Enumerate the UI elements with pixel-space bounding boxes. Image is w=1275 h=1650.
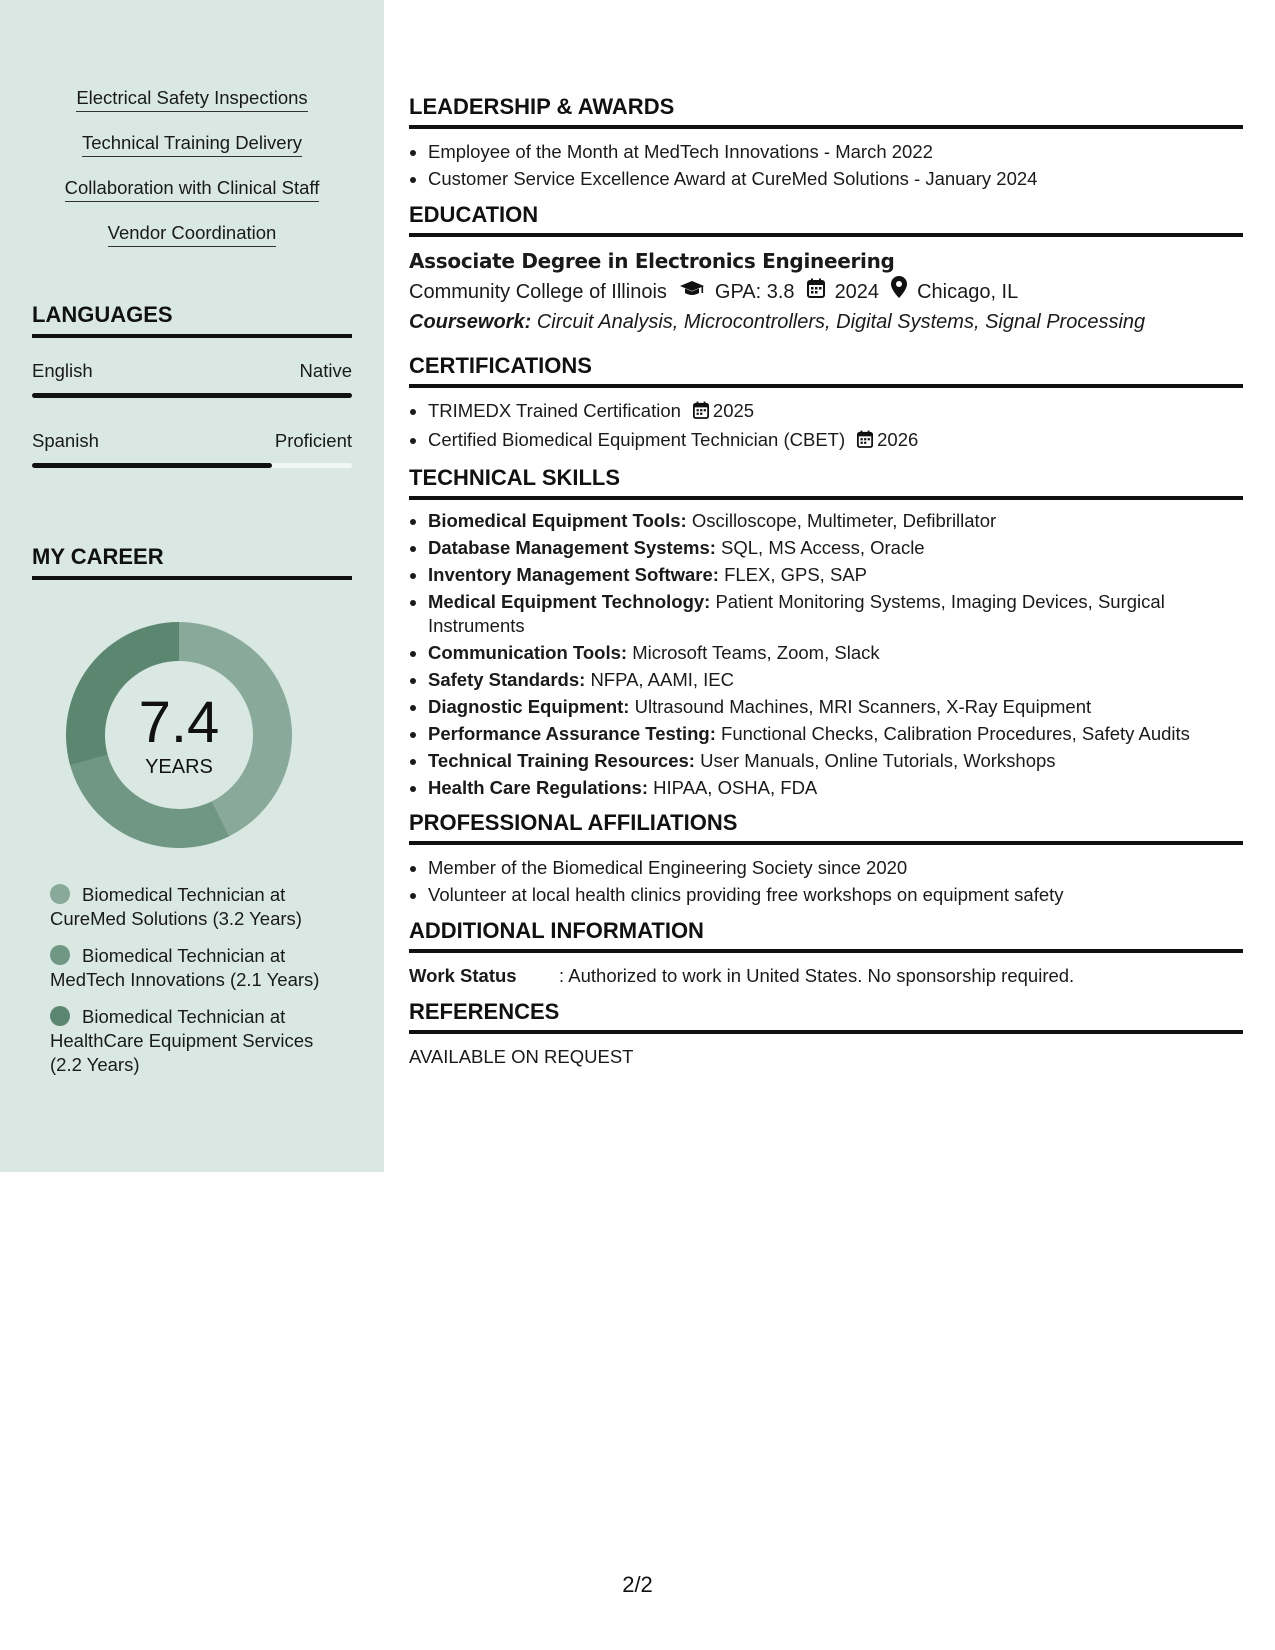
additional-info-section xyxy=(409,918,1243,989)
language-name: Spanish xyxy=(32,430,99,451)
career-item-text: Biomedical Technician at CureMed Solutions (3.2 Years) xyxy=(50,884,302,929)
section-heading: CERTIFICATIONS xyxy=(409,353,1243,388)
languages-heading: LANGUAGES xyxy=(32,302,352,338)
main-content xyxy=(409,94,1243,1080)
career-item-text: Biomedical Technician at HealthCare Equipment Services (2.2 Years) xyxy=(50,1006,314,1075)
skill-value: Functional Checks, Calibration Procedures, Safety Audits xyxy=(721,723,1190,744)
career-item xyxy=(50,883,350,931)
school-location: Chicago, IL xyxy=(917,280,1019,303)
skill-label: Communication Tools: xyxy=(428,642,628,663)
skill-tag: Electrical Safety Inspections xyxy=(76,86,307,112)
school-name: Community College of Illinois xyxy=(409,280,667,303)
language-name: English xyxy=(32,360,93,381)
language-spanish xyxy=(32,430,352,468)
graduation-year: 2024 xyxy=(834,280,880,303)
career-heading: MY CAREER xyxy=(32,544,352,580)
coursework-label: Coursework: xyxy=(409,311,532,333)
skill-item xyxy=(428,722,1243,746)
skill-label: Inventory Management Software: xyxy=(428,564,719,585)
skill-value: Ultrasound Machines, MRI Scanners, X-Ray Equipment xyxy=(634,696,1092,717)
section-heading: ADDITIONAL INFORMATION xyxy=(409,918,1243,953)
certification-name: Certified Biomedical Equipment Technician (CBET) xyxy=(428,429,846,450)
language-bar-fill xyxy=(32,463,272,468)
skill-label: Health Care Regulations: xyxy=(428,777,648,798)
coursework xyxy=(409,307,1243,337)
map-marker-icon xyxy=(891,276,907,307)
section-heading: PROFESSIONAL AFFILIATIONS xyxy=(409,810,1243,845)
certification-year: 2025 xyxy=(712,400,755,421)
career-total-unit: YEARS xyxy=(145,756,213,778)
skill-label: Technical Training Resources: xyxy=(428,750,695,771)
list-item xyxy=(428,397,1243,426)
references-section xyxy=(409,999,1243,1070)
skill-value: SQL, MS Access, Oracle xyxy=(721,537,925,558)
affiliations-section xyxy=(409,810,1243,908)
list-item xyxy=(428,426,1243,455)
language-level: Native xyxy=(299,360,352,381)
skill-tag: Vendor Coordination xyxy=(108,221,277,247)
list-item: • Member of the Biomedical Engineering Society since 2020 xyxy=(428,854,1243,881)
skill-tag: Collaboration with Clinical Staff xyxy=(65,176,320,202)
education-section xyxy=(409,202,1243,337)
skill-item xyxy=(428,590,1243,638)
skill-item xyxy=(428,668,1243,692)
list-item: • Volunteer at local health clinics providing free workshops on equipment safety xyxy=(428,881,1243,908)
calendar-icon xyxy=(807,277,825,307)
skill-value: HIPAA, OSHA, FDA xyxy=(653,777,818,798)
career-legend-dot xyxy=(50,945,70,965)
career-legend-dot xyxy=(50,1006,70,1026)
language-english xyxy=(32,360,352,398)
skill-tag: Technical Training Delivery xyxy=(82,131,302,157)
skill-item xyxy=(428,776,1243,800)
certifications-section xyxy=(409,353,1243,455)
skill-item xyxy=(428,563,1243,587)
language-bar-fill xyxy=(32,393,352,398)
language-bar xyxy=(32,463,352,468)
career-donut-chart xyxy=(66,622,292,848)
degree-title: Associate Degree in Electronics Engineering xyxy=(409,249,895,273)
career-legend-dot xyxy=(50,884,70,904)
leadership-section xyxy=(409,94,1243,192)
career-item-text: Biomedical Technician at MedTech Innovations (2.1 Years) xyxy=(50,945,320,990)
certification-year: 2026 xyxy=(877,429,919,450)
work-status-value: : Authorized to work in United States. No sponsorship required. xyxy=(559,965,1075,986)
calendar-icon xyxy=(693,399,709,426)
calendar-icon xyxy=(857,428,873,455)
career-item xyxy=(50,1005,350,1077)
section-heading: REFERENCES xyxy=(409,999,1243,1034)
skill-value: Oscilloscope, Multimeter, Defibrillator xyxy=(691,510,997,531)
section-heading: TECHNICAL SKILLS xyxy=(409,465,1243,500)
skill-item xyxy=(428,509,1243,533)
education-details xyxy=(409,276,1243,307)
coursework-list: Circuit Analysis, Microcontrollers, Digital Systems, Signal Processing xyxy=(536,311,1146,333)
skill-value: Microsoft Teams, Zoom, Slack xyxy=(632,642,880,663)
gpa: GPA: 3.8 xyxy=(714,280,795,303)
skill-value: FLEX, GPS, SAP xyxy=(724,564,867,585)
language-level: Proficient xyxy=(274,430,352,451)
skills-list xyxy=(0,86,384,266)
skill-label: Safety Standards: xyxy=(428,669,586,690)
skill-value: NFPA, AAMI, IEC xyxy=(590,669,735,690)
section-heading: LEADERSHIP & AWARDS xyxy=(409,94,1243,129)
page-number: 2/2 xyxy=(622,1572,653,1597)
sidebar xyxy=(0,0,384,1172)
work-status-label: Work Status xyxy=(409,965,517,986)
career-item xyxy=(50,944,350,992)
skill-label: Diagnostic Equipment: xyxy=(428,696,630,717)
career-list xyxy=(50,883,350,1090)
section-heading: EDUCATION xyxy=(409,202,1243,237)
skill-label: Medical Equipment Technology: xyxy=(428,591,711,612)
technical-skills-section xyxy=(409,465,1243,800)
references-text: AVAILABLE ON REQUEST xyxy=(409,1046,634,1067)
skill-label: Biomedical Equipment Tools: xyxy=(428,510,687,531)
skill-value: User Manuals, Online Tutorials, Workshops xyxy=(700,750,1056,771)
skill-item xyxy=(428,749,1243,773)
language-bar xyxy=(32,393,352,398)
skill-item xyxy=(428,695,1243,719)
skill-item xyxy=(428,536,1243,560)
skill-item xyxy=(428,641,1243,665)
list-item: • Customer Service Excellence Award at CureMed Solutions - January 2024 xyxy=(428,165,1243,192)
certification-name: TRIMEDX Trained Certification xyxy=(428,400,681,421)
skill-value: Patient Monitoring Systems, Imaging Devices, Surgical Instruments xyxy=(428,591,1165,636)
career-total-years: 7.4 xyxy=(138,690,220,755)
graduation-cap-icon xyxy=(679,277,705,307)
donut-center xyxy=(66,690,292,779)
skill-label: Performance Assurance Testing: xyxy=(428,723,716,744)
work-status-row xyxy=(409,962,1243,989)
skill-label: Database Management Systems: xyxy=(428,537,716,558)
list-item: • Employee of the Month at MedTech Innovations - March 2022 xyxy=(428,138,1243,165)
